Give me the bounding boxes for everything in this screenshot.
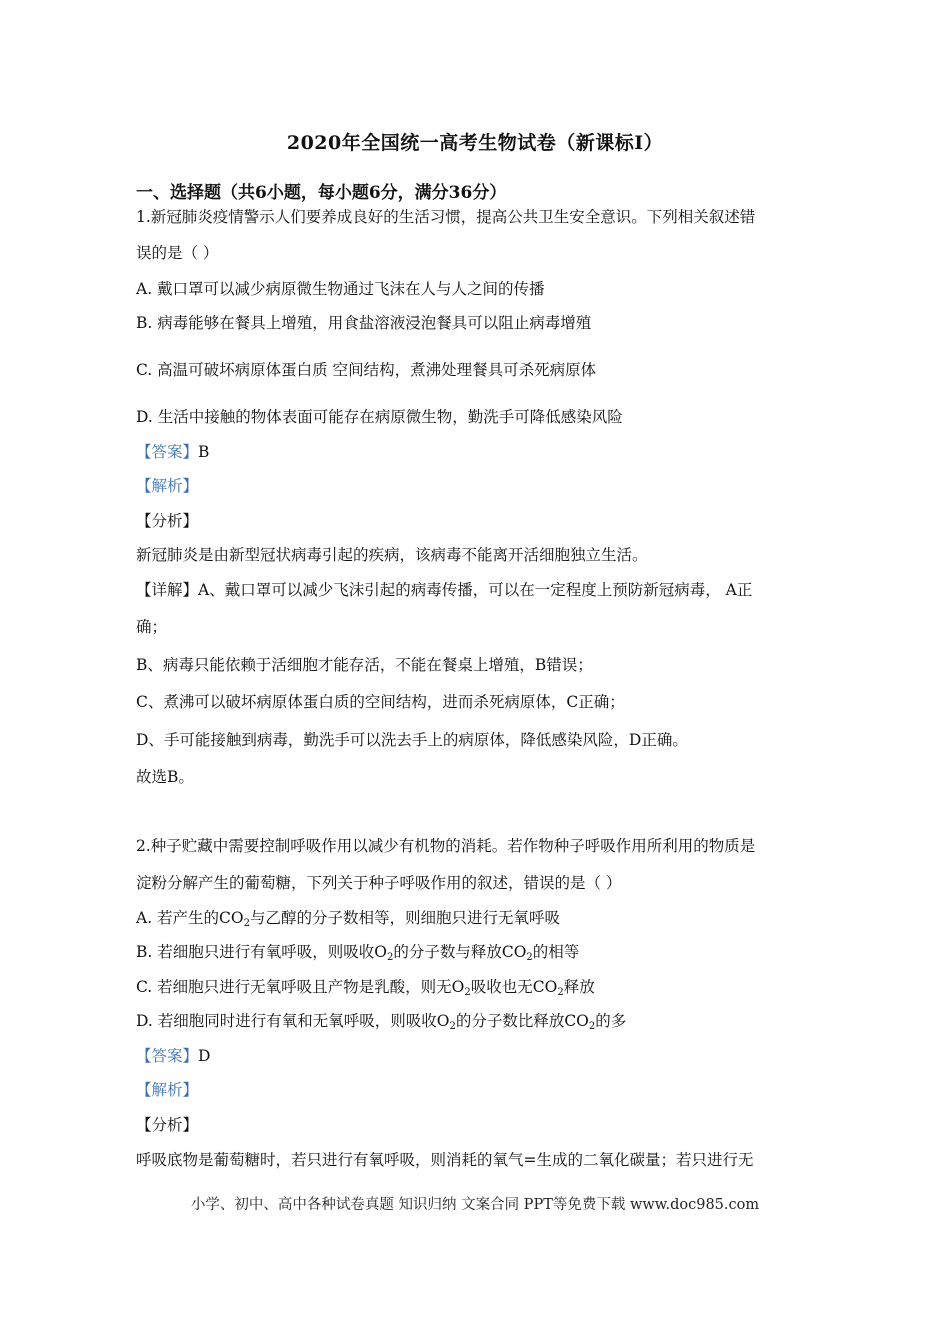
q1-stem-line2: 误的是（ ） (136, 244, 219, 262)
q1-conclusion: 故选B。 (136, 768, 194, 786)
answer-value: D (198, 1047, 211, 1065)
q2-option-c-part2: 吸收也无CO (470, 978, 558, 996)
page-title: 2020年全国统一高考生物试卷（新课标Ⅰ） (286, 132, 664, 154)
q2-fenxi-tag: 【分析】 (136, 1116, 199, 1134)
q2-option-b (136, 942, 579, 962)
answer-tag: 【答案】 (136, 443, 199, 461)
q1-analysis-tag: 【解析】 (136, 477, 199, 495)
q2-option-d-part1: D. 若细胞同时进行有氧和无氧呼吸，则吸收O (136, 1012, 450, 1030)
q1-detail-b: B、病毒只能依赖于活细胞才能存活，不能在餐桌上增殖，B错误； (136, 656, 593, 674)
subscript: 2 (449, 1021, 456, 1032)
q1-option-d: D. 生活中接触的物体表面可能存在病原微生物，勤洗手可降低感染风险 (136, 408, 623, 426)
q1-detail-line2: 确； (136, 618, 168, 636)
section-heading: 一、选择题（共6小题，每小题6分，满分36分） (136, 183, 507, 203)
subscript: 2 (526, 952, 533, 963)
q1-stem-line1: 1.新冠肺炎疫情警示人们要养成良好的生活习惯，提高公共卫生安全意识。下列相关叙述错 (136, 208, 756, 226)
q1-option-a: A. 戴口罩可以减少病原微生物通过飞沫在人与人之间的传播 (136, 280, 545, 298)
q2-answer (136, 1046, 210, 1066)
q2-option-c-part3: 释放 (563, 978, 595, 996)
q1-answer (136, 442, 209, 462)
q1-detail-d: D、手可能接触到病毒，勤洗手可以洗去手上的病原体，降低感染风险，D正确。 (136, 731, 688, 749)
q2-analysis-tag: 【解析】 (136, 1081, 199, 1099)
q1-fenxi-tag: 【分析】 (136, 512, 199, 530)
q2-option-c (136, 977, 595, 997)
q2-stem-line1: 2.种子贮藏中需要控制呼吸作用以减少有机物的消耗。若作物种子呼吸作用所利用的物质是 (136, 837, 756, 855)
q2-option-d (136, 1011, 626, 1031)
answer-tag: 【答案】 (136, 1047, 199, 1065)
q1-option-b: B. 病毒能够在餐具上增殖，用食盐溶液浸泡餐具可以阻止病毒增殖 (136, 314, 592, 332)
page-footer: 小学、初中、高中各种试卷真题 知识归纳 文案合同 PPT等免费下载 www.doc985.com (190, 1197, 760, 1213)
q2-option-d-part3: 的多 (595, 1012, 627, 1030)
q2-option-a-part1: A. 若产生的CO (136, 909, 244, 927)
subscript: 2 (557, 987, 564, 998)
subscript: 2 (588, 1021, 596, 1032)
q2-option-b-part1: B. 若细胞只进行有氧呼吸，则吸收O (136, 943, 387, 961)
answer-value: B (198, 443, 210, 461)
subscript: 2 (386, 952, 394, 963)
q2-option-c-part1: C. 若细胞只进行无氧呼吸且产物是乳酸，则无O (136, 978, 465, 996)
subscript: 2 (464, 987, 471, 998)
q2-option-b-part3: 的相等 (532, 943, 580, 961)
q1-detail-line1: 【详解】A、戴口罩可以减少飞沫引起的病毒传播，可以在一定程度上预防新冠病毒， A正 (136, 581, 753, 599)
q2-option-d-part2: 的分子数比释放CO (455, 1012, 589, 1030)
q1-fenxi-text: 新冠肺炎是由新型冠状病毒引起的疾病，该病毒不能离开活细胞独立生活。 (136, 546, 648, 564)
q2-option-a (136, 908, 560, 928)
q2-option-b-part2: 的分子数与释放CO (393, 943, 527, 961)
q1-detail-c: C、煮沸可以破坏病原体蛋白质的空间结构，进而杀死病原体，C正确； (136, 693, 625, 711)
q2-option-a-part2: 与乙醇的分子数相等，则细胞只进行无氧呼吸 (250, 909, 561, 927)
subscript: 2 (243, 918, 250, 929)
q1-option-c: C. 高温可破坏病原体蛋白质 空间结构，煮沸处理餐具可杀死病原体 (136, 361, 597, 379)
q2-stem-line2: 淀粉分解产生的葡萄糖，下列关于种子呼吸作用的叙述，错误的是（ ） (136, 874, 622, 892)
q2-fenxi-text: 呼吸底物是葡萄糖时，若只进行有氧呼吸，则消耗的氧气=生成的二氧化碳量；若只进行无 (136, 1151, 754, 1169)
